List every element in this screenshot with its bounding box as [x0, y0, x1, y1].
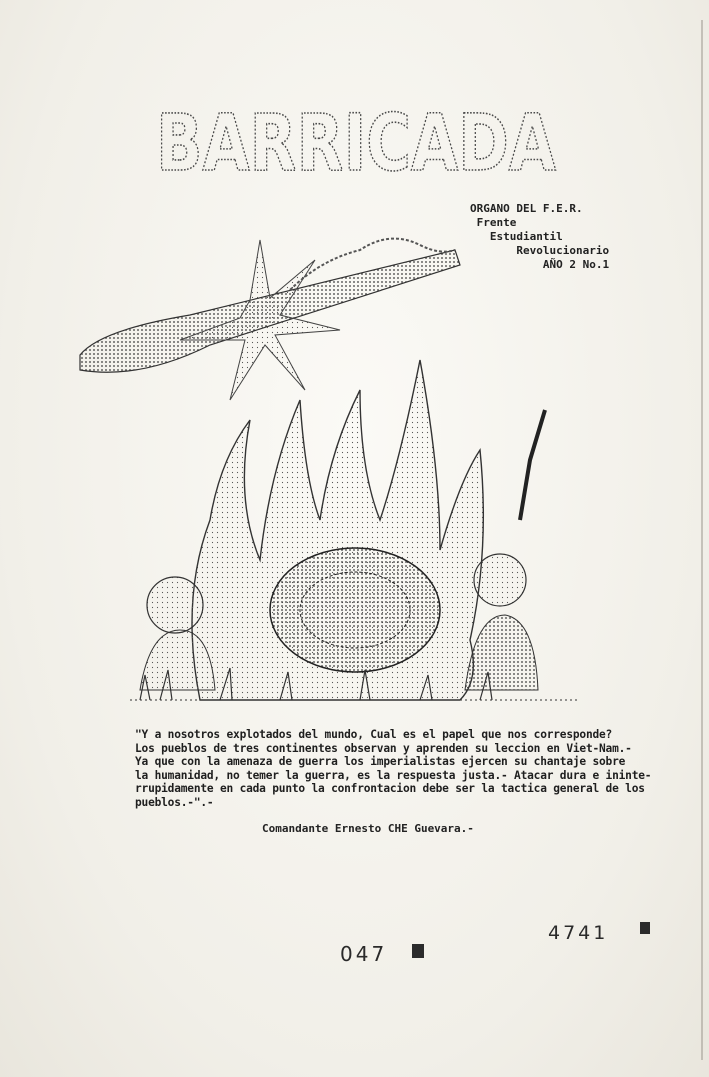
ink-blot	[412, 944, 424, 958]
quote-attribution: Comandante Ernesto CHE Guevara.-	[262, 822, 474, 835]
quote-line: "Y a nosotros explotados del mundo, Cual es el papel que nos corresponde?	[135, 728, 613, 741]
stamp-number-left: 047	[340, 942, 388, 966]
quote-line: Ya que con la amenaza de guerra los imperialistas ejercen su chantaje sobre	[135, 755, 626, 768]
quote-line: la humanidad, no temer la guerra, es la respuesta justa.- Atacar dura e ininte-	[135, 768, 652, 782]
stamp-number-right: 4741	[548, 922, 609, 944]
right-figure-shape	[474, 554, 526, 606]
subtitle-line: Frente	[470, 216, 517, 229]
quote-line: rrupidamente en cada punto la confrontacion debe ser la tactica general de los	[135, 782, 645, 795]
left-figure-shape	[147, 577, 203, 633]
subtitle-line: Revolucionario	[470, 244, 610, 257]
cover-illustration	[60, 220, 580, 740]
rifle-shape	[520, 410, 545, 520]
subtitle-line: AÑO 2 No.1	[470, 258, 610, 271]
globe-shape	[270, 548, 440, 672]
page-edge	[701, 20, 703, 1060]
ink-blot	[640, 922, 650, 934]
quote-block	[135, 728, 655, 809]
masthead	[150, 90, 580, 200]
subtitle-line: Estudiantil	[470, 230, 563, 243]
quote-line: pueblos.-".-	[135, 795, 214, 809]
subtitle-line: ORGANO DEL F.E.R.	[470, 202, 583, 215]
masthead-title-graphic	[150, 90, 580, 200]
quote-line: Los pueblos de tres continentes observan y aprenden su leccion en Viet-Nam.-	[135, 741, 632, 755]
masthead-title: BARRICADA	[156, 99, 556, 189]
